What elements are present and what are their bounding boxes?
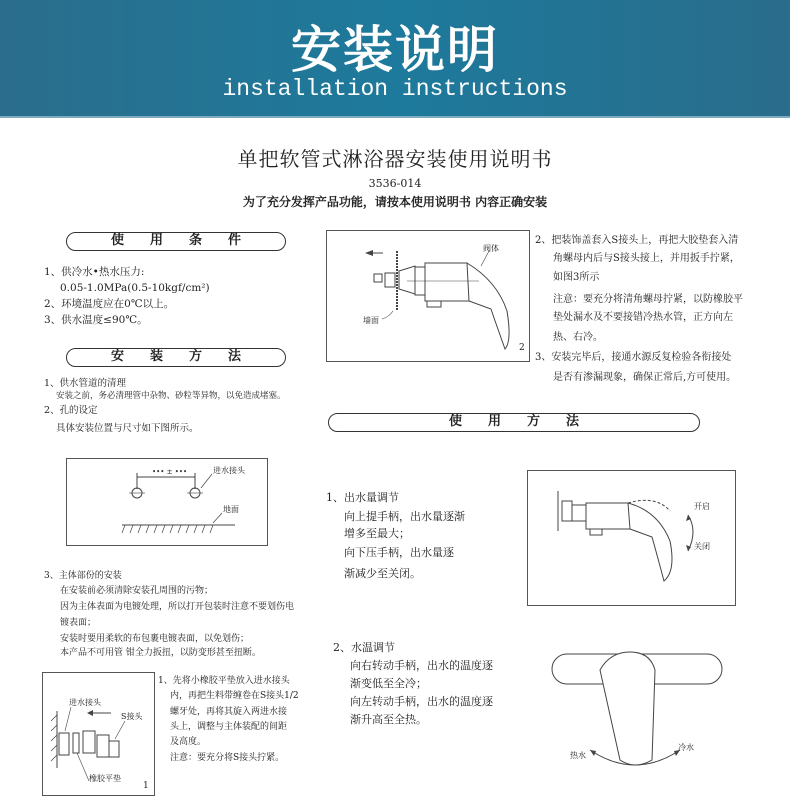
condition-line: 2、环境温度应在0℃以上。 (44, 298, 175, 310)
temperature-adjust-diagram (540, 640, 735, 795)
temp-line: 向右转动手柄，出水的温度逐 (350, 659, 493, 672)
svg-text:••• ± •••: ••• ± ••• (152, 468, 188, 476)
hole-position-diagram (66, 458, 268, 546)
fig1-text: 内，再把生料带缠卷在S接头1/2 (170, 691, 299, 701)
step3-line: 安装时要用柔软的布包裹电镀表面，以免划伤； (60, 634, 250, 644)
fig2-text: 3、安装完毕后，接通水源反复检验各衔接处 (535, 352, 732, 363)
step3-line: 本产品不可用管 钳全力扳扭，以防变形甚至扭断。 (60, 648, 261, 658)
step3-line: 3、主体部份的安装 (44, 571, 122, 581)
temperature-handle-drawing (540, 640, 735, 795)
temp-line: 渐变低至全冷； (350, 677, 427, 690)
flow-line: 向上提手柄，出水量逐渐 (344, 510, 465, 523)
fig2-text: 2、把装饰盖套入S接头上，再把大胶垫套入清 (535, 235, 739, 246)
figure-number: 1 (143, 781, 149, 791)
fig1-text: 1、先将小橡胶平垫放入进水接头 (158, 676, 290, 686)
floor-label: 地面 (223, 505, 239, 514)
fig2-text: 是否有渗漏现象，确保正常后,方可使用。 (553, 372, 737, 383)
conditions-heading: 使用条件 (66, 232, 286, 251)
model-code: 3536-014 (368, 177, 422, 190)
fig1-text: 注意：要充分将S接头拧紧。 (170, 753, 285, 763)
gasket-label: 橡胶平垫 (89, 774, 121, 783)
install-line: 2、孔的设定 (44, 405, 98, 416)
install-line: 具体安装位置与尺寸如下图所示。 (56, 423, 199, 434)
flow-line: 1、出水量调节 (326, 491, 399, 504)
wall-label: 墙面 (363, 316, 379, 325)
header-banner (0, 0, 790, 118)
fig2-text: 注意：要充分将清角螺母拧紧，以防橡胶平 (553, 294, 743, 305)
flow-adjust-diagram (527, 470, 736, 606)
temp-line: 向左转动手柄，出水的温度逐 (350, 695, 493, 708)
flow-handle-drawing (528, 471, 734, 603)
install-line: 1、供水管道的清理 (44, 378, 127, 389)
fig1-text: 头上，调整与主体装配的间距 (170, 722, 288, 732)
step3-line: 镀表面； (60, 618, 97, 628)
inlet-label: 进水接头 (69, 698, 101, 707)
figure-number: 2 (519, 343, 525, 353)
condition-line: 3、供水温度≤90℃。 (44, 314, 148, 326)
fig2-text: 如图3所示 (553, 272, 600, 283)
flow-line: 渐减少至关闭。 (344, 567, 421, 580)
hot-water-label: 热水 (570, 751, 586, 760)
close-label: 关闭 (694, 542, 710, 551)
install-heading: 安装方法 (66, 348, 286, 367)
condition-line: 0.05-1.0MPa(0.5-10kgf/cm²) (60, 282, 210, 294)
valve-body-label: 阀体 (483, 244, 499, 253)
figure-1-s-connector (42, 672, 155, 796)
header-title: 安装说明 (291, 21, 499, 79)
flow-line: 增多至最大； (344, 527, 410, 540)
fig1-text: 及高度。 (170, 737, 207, 747)
inlet-label: 进水接头 (213, 466, 245, 475)
open-label: 开启 (694, 502, 710, 511)
usage-heading: 使用方法 (328, 413, 700, 432)
cold-water-label: 冷水 (678, 743, 694, 752)
document-title: 单把软管式淋浴器安装使用说明书 (237, 147, 553, 171)
temp-line: 渐升高至全热。 (350, 713, 427, 726)
temp-line: 2、水温调节 (333, 641, 395, 654)
s-connector-label: S接头 (121, 712, 143, 721)
figure-2-valve-body (326, 230, 530, 362)
fig2-text: 角螺母内后与S接头接上，并用扳手拧紧， (553, 253, 740, 264)
header-subtitle: installation instructions (222, 76, 568, 102)
step3-line: 因为主体表面为电镀处理，所以打开包装时注意不要划伤电 (60, 602, 295, 612)
step3-line: 在安装前必须清除安装孔周围的污物； (60, 586, 214, 596)
install-line: 安装之前，务必清理管中杂物、砂粒等异物，以免造成堵塞。 (56, 391, 286, 401)
flow-line: 向下压手柄，出水量逐 (344, 546, 454, 559)
fig1-text: 螺牙处，再将其旋入两进水接 (170, 707, 288, 717)
intro-text: 为了充分发挥产品功能，请按本使用说明书 内容正确安装 (242, 195, 548, 209)
fig2-text: 垫处漏水及不要接错冷热水管，正方向左 (553, 312, 733, 323)
condition-line: 1、供冷水•热水压力: (44, 266, 145, 278)
fig2-text: 热、右冷。 (553, 332, 603, 343)
